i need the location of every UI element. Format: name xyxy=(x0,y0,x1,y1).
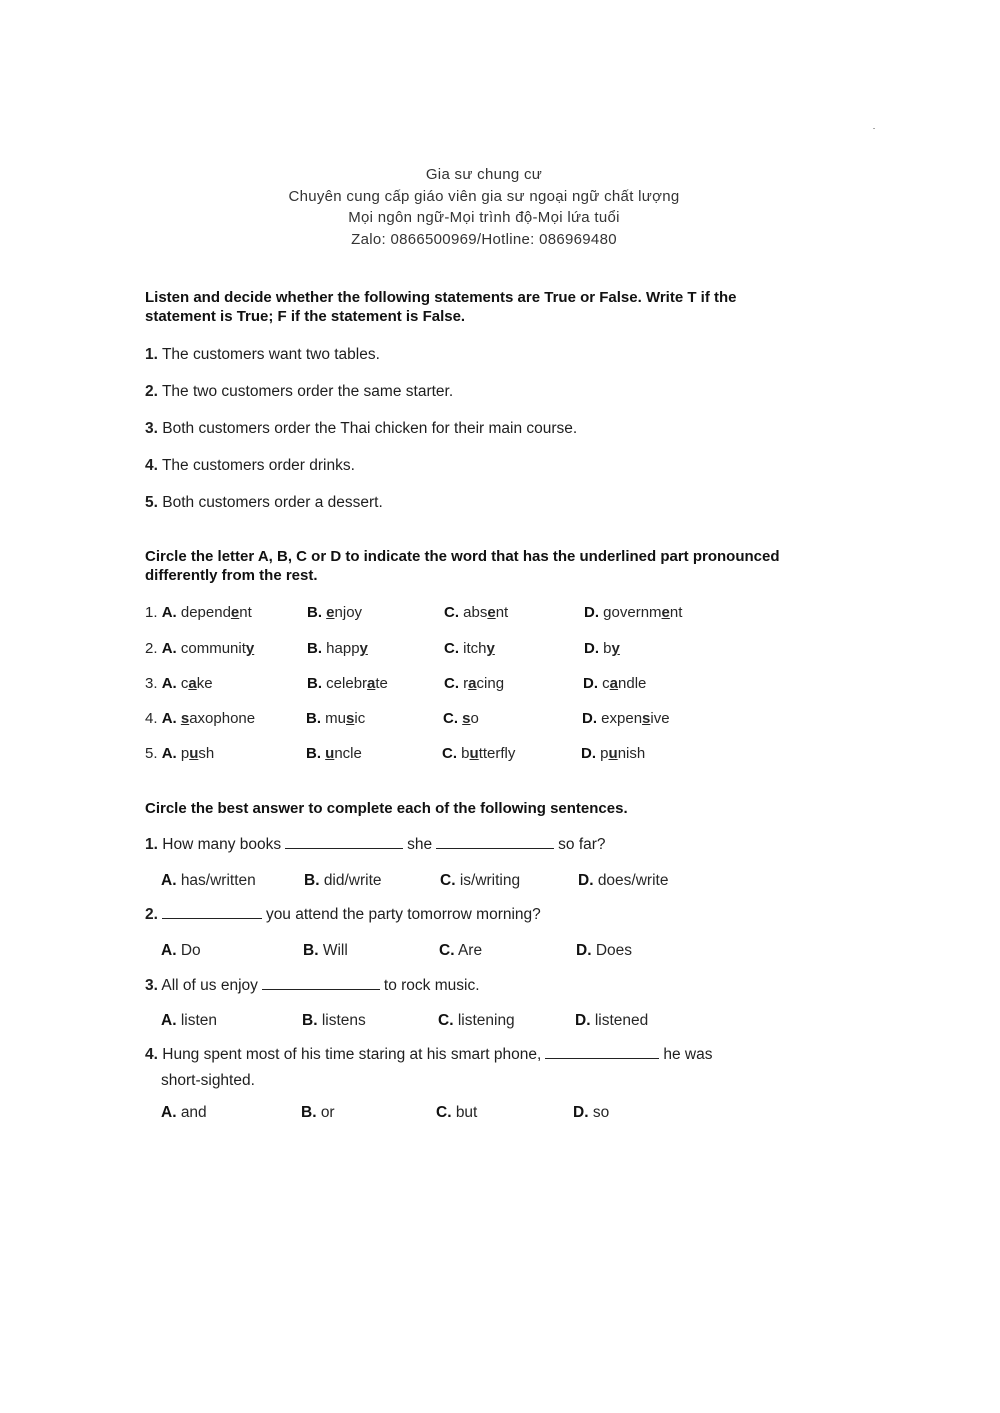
word-part: expen xyxy=(601,710,643,727)
question-number: 2. xyxy=(145,906,158,923)
word-part: r xyxy=(463,675,469,692)
option-letter: B. xyxy=(301,1104,317,1121)
pron-option-5-b[interactable] xyxy=(306,745,362,762)
tf-item-1 xyxy=(145,346,380,364)
option-letter: A. xyxy=(161,710,177,727)
mc-option-1-a[interactable] xyxy=(161,872,256,890)
pron-row-number: 4. xyxy=(145,710,158,727)
option-letter: B. xyxy=(306,710,321,727)
option-letter: D. xyxy=(578,872,594,889)
word-part: ndle xyxy=(618,675,647,692)
question-text: to rock music. xyxy=(383,977,480,994)
answer-blank xyxy=(162,917,262,919)
word-part: b xyxy=(461,745,470,762)
underlined-part: u xyxy=(469,745,479,762)
option-text: Does xyxy=(595,942,632,959)
pron-option-4-a[interactable] xyxy=(145,710,255,727)
option-letter: B. xyxy=(303,942,319,959)
tf-item-number: 2. xyxy=(145,383,158,400)
pron-row-number: 1. xyxy=(145,604,158,621)
pron-row-number: 5. xyxy=(145,745,158,762)
option-letter: A. xyxy=(161,675,177,692)
word-part: o xyxy=(470,710,479,727)
underlined-part: s xyxy=(642,710,651,727)
header-contact: Zalo: 0866500969/Hotline: 086969480 xyxy=(351,230,617,248)
underlined-part: s xyxy=(180,710,190,727)
option-letter: C. xyxy=(439,942,455,959)
option-text: or xyxy=(320,1104,335,1121)
pron-option-1-d[interactable] xyxy=(584,604,682,621)
option-letter: A. xyxy=(161,1104,177,1121)
pron-row-number: 2. xyxy=(145,640,158,657)
tf-item-4 xyxy=(145,457,355,475)
underlined-part: e xyxy=(487,604,496,621)
option-text: Do xyxy=(180,942,201,959)
mc-option-4-b[interactable] xyxy=(301,1104,335,1122)
option-letter: A. xyxy=(161,942,177,959)
answer-blank xyxy=(545,1057,659,1059)
word-part: p xyxy=(600,745,609,762)
tf-item-number: 4. xyxy=(145,457,158,474)
question-3 xyxy=(145,977,480,995)
option-letter: C. xyxy=(440,872,456,889)
option-letter: C. xyxy=(443,710,458,727)
mc-option-3-d[interactable] xyxy=(575,1012,648,1030)
pron-option-1-c[interactable] xyxy=(444,604,508,621)
underlined-part: a xyxy=(609,675,619,692)
option-letter: C. xyxy=(444,604,459,621)
pron-option-2-a[interactable] xyxy=(145,640,254,657)
mc-option-1-c[interactable] xyxy=(440,872,520,890)
word-part: depend xyxy=(180,604,231,621)
option-letter: D. xyxy=(584,604,599,621)
tf-item-text: The customers order drinks. xyxy=(161,457,355,474)
tf-item-3 xyxy=(145,420,577,438)
option-letter: C. xyxy=(444,640,459,657)
question-text: so far? xyxy=(558,836,606,853)
section3-instruction: Circle the best answer to complete each of the following sentences. xyxy=(145,800,628,817)
underlined-part: y xyxy=(611,640,620,657)
tf-item-number: 3. xyxy=(145,420,158,437)
question-text: you attend the party tomorrow morning? xyxy=(265,906,541,923)
question-1 xyxy=(145,836,606,854)
mc-option-2-d[interactable] xyxy=(576,942,632,960)
option-letter: A. xyxy=(161,640,177,657)
option-letter: D. xyxy=(581,745,596,762)
option-text: Are xyxy=(457,942,483,959)
option-text: has/written xyxy=(180,872,256,889)
tutor-header xyxy=(0,164,968,250)
option-text: listening xyxy=(457,1012,515,1029)
word-part: celebr xyxy=(326,675,368,692)
word-part: te xyxy=(375,675,388,692)
word-part: ncle xyxy=(334,745,362,762)
mc-option-1-d[interactable] xyxy=(578,872,668,890)
question-4-continued: short-sighted. xyxy=(161,1072,255,1089)
option-letter: A. xyxy=(161,604,177,621)
answer-blank xyxy=(285,847,403,849)
option-text: listen xyxy=(180,1012,217,1029)
section2-instruction: Circle the letter A, B, C or D to indicate the word that has the underlined part pronounced differently from the rest. xyxy=(145,548,780,584)
question-text: Hung spent most of his time staring at his smart phone, xyxy=(162,1046,542,1063)
option-letter: D. xyxy=(583,675,598,692)
word-part: nt xyxy=(239,604,252,621)
question-4 xyxy=(145,1046,712,1064)
question-text: All of us enjoy xyxy=(161,977,258,994)
pron-option-4-c[interactable] xyxy=(443,710,479,727)
pron-option-3-b[interactable] xyxy=(307,675,388,692)
option-letter: C. xyxy=(444,675,459,692)
option-letter: D. xyxy=(576,942,592,959)
tf-item-text: Both customers order a dessert. xyxy=(162,494,383,511)
underlined-part: a xyxy=(468,675,477,692)
tf-item-text: Both customers order the Thai chicken for their main course. xyxy=(162,420,578,437)
tf-item-text: The customers want two tables. xyxy=(161,346,380,363)
option-letter: D. xyxy=(575,1012,591,1029)
word-part: nt xyxy=(495,604,509,621)
mc-option-3-c[interactable] xyxy=(438,1012,515,1030)
pron-option-5-c[interactable] xyxy=(442,745,515,762)
word-part: njoy xyxy=(334,604,363,621)
mc-option-4-d[interactable] xyxy=(573,1104,609,1122)
question-number: 4. xyxy=(145,1046,158,1063)
underlined-part: a xyxy=(367,675,376,692)
word-part: c xyxy=(180,675,189,692)
tf-item-number: 5. xyxy=(145,494,158,511)
pron-option-2-c[interactable] xyxy=(444,640,495,657)
option-text: does/write xyxy=(597,872,669,889)
mc-option-4-a[interactable] xyxy=(161,1104,207,1122)
option-text: listened xyxy=(594,1012,649,1029)
pron-option-4-d[interactable] xyxy=(582,710,670,727)
word-part: nt xyxy=(669,604,683,621)
mc-option-4-c[interactable] xyxy=(436,1104,477,1122)
option-letter: D. xyxy=(573,1104,589,1121)
option-text: is/writing xyxy=(459,872,521,889)
option-text: so xyxy=(592,1104,610,1121)
underlined-part: u xyxy=(608,745,618,762)
option-letter: B. xyxy=(307,640,322,657)
tf-item-number: 1. xyxy=(145,346,158,363)
option-letter: B. xyxy=(307,675,322,692)
underlined-part: e xyxy=(326,604,335,621)
pron-option-3-d[interactable] xyxy=(583,675,646,692)
underlined-part: s xyxy=(346,710,355,727)
underlined-part: e xyxy=(230,604,240,621)
section1-instruction: Listen and decide whether the following statements are True or False. Write T if the statement is True; F if the statement is False. xyxy=(145,289,737,325)
option-letter: C. xyxy=(442,745,457,762)
word-part: communit xyxy=(180,640,246,657)
underlined-part: y xyxy=(359,640,368,657)
option-text: and xyxy=(180,1104,207,1121)
option-text: but xyxy=(455,1104,478,1121)
answer-blank xyxy=(262,988,380,990)
word-part: tterfly xyxy=(478,745,516,762)
option-letter: D. xyxy=(584,640,599,657)
word-part: cing xyxy=(476,675,505,692)
question-text: she xyxy=(407,836,433,853)
word-part: happ xyxy=(326,640,360,657)
underlined-part: a xyxy=(188,675,197,692)
mc-option-2-b[interactable] xyxy=(303,942,348,960)
underlined-part: y xyxy=(245,640,255,657)
mc-option-3-a[interactable] xyxy=(161,1012,217,1030)
question-number: 3. xyxy=(145,977,158,994)
question-number: 1. xyxy=(145,836,158,853)
pron-option-1-a[interactable] xyxy=(145,604,252,621)
mc-option-1-b[interactable] xyxy=(304,872,382,890)
mc-option-2-a[interactable] xyxy=(161,942,201,960)
option-letter: A. xyxy=(161,872,177,889)
tf-item-text: The two customers order the same starter. xyxy=(161,383,454,400)
word-part: ic xyxy=(354,710,366,727)
question-text: How many books xyxy=(162,836,282,853)
pron-option-5-a[interactable] xyxy=(145,745,214,762)
underlined-part: y xyxy=(486,640,495,657)
underlined-part: e xyxy=(661,604,670,621)
pron-option-2-d[interactable] xyxy=(584,640,620,657)
option-letter: A. xyxy=(161,745,177,762)
word-part: p xyxy=(180,745,190,762)
option-letter: B. xyxy=(302,1012,318,1029)
underlined-part: s xyxy=(462,710,471,727)
word-part: b xyxy=(603,640,612,657)
word-part: mu xyxy=(325,710,347,727)
underlined-part: u xyxy=(325,745,335,762)
pron-option-2-b[interactable] xyxy=(307,640,368,657)
option-letter: B. xyxy=(304,872,320,889)
mc-option-2-c[interactable] xyxy=(439,942,482,960)
word-part: sh xyxy=(198,745,215,762)
word-part: ive xyxy=(650,710,670,727)
word-part: axophone xyxy=(189,710,256,727)
word-part: c xyxy=(602,675,610,692)
pron-row-number: 3. xyxy=(145,675,158,692)
underlined-part: u xyxy=(189,745,199,762)
word-part: abs xyxy=(463,604,488,621)
pron-option-3-c[interactable] xyxy=(444,675,504,692)
word-part: ke xyxy=(196,675,213,692)
word-part: governm xyxy=(603,604,662,621)
option-letter: D. xyxy=(582,710,597,727)
option-letter: B. xyxy=(306,745,321,762)
option-text: did/write xyxy=(323,872,382,889)
mc-option-3-b[interactable] xyxy=(302,1012,366,1030)
option-letter: B. xyxy=(307,604,322,621)
question-2 xyxy=(145,906,541,924)
option-letter: C. xyxy=(436,1104,452,1121)
word-part: itch xyxy=(463,640,487,657)
answer-blank xyxy=(436,847,554,849)
option-letter: A. xyxy=(161,1012,177,1029)
question-text: he was xyxy=(663,1046,713,1063)
tf-item-2 xyxy=(145,383,453,401)
tf-item-5 xyxy=(145,494,383,512)
pron-option-5-d[interactable] xyxy=(581,745,645,762)
pron-option-1-b[interactable] xyxy=(307,604,362,621)
option-text: Will xyxy=(322,942,348,959)
option-text: listens xyxy=(321,1012,366,1029)
option-letter: C. xyxy=(438,1012,454,1029)
pron-option-3-a[interactable] xyxy=(145,675,213,692)
header-title: Gia sư chung cư xyxy=(425,166,543,183)
header-subtitle: Chuyên cung cấp giáo viên gia sư ngoại ngữ chất lượng xyxy=(288,187,680,205)
header-tagline: Mọi ngôn ngữ-Mọi trình độ-Mọi lứa tuổi xyxy=(348,209,620,226)
pron-option-4-b[interactable] xyxy=(306,710,365,727)
word-part: nish xyxy=(617,745,646,762)
